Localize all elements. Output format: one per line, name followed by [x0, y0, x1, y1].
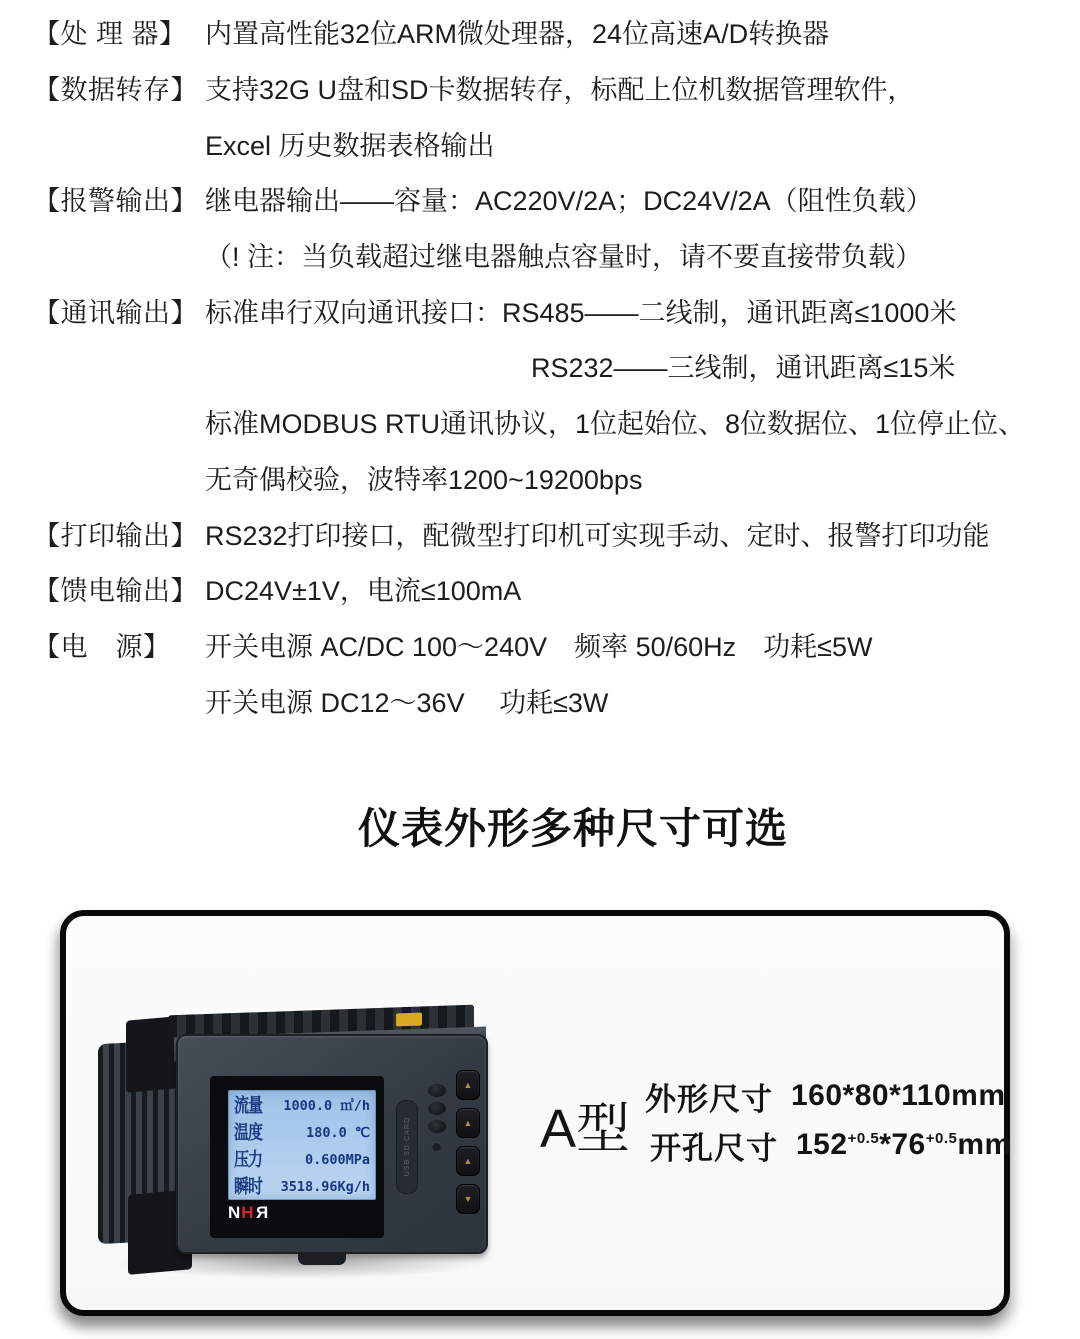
lcd-row	[234, 1094, 370, 1115]
lcd-display	[228, 1090, 376, 1200]
spec-row-text: 支持32G U盘和SD卡数据转存，标配上位机数据管理软件，	[205, 75, 915, 106]
hole-dim-row	[650, 1123, 1012, 1167]
spec-row	[33, 450, 1063, 506]
panel-button	[456, 1070, 480, 1100]
spec-row-text: 标准串行双向通讯接口：RS485——二线制，通讯距离≤1000米	[205, 297, 957, 328]
device-bottom-tab	[298, 1252, 346, 1265]
spec-row-text: RS232打印接口，配微型打印机可实现手动、定时、报警打印功能	[205, 520, 990, 551]
lcd-row-value: 180.0 ℃	[306, 1125, 370, 1141]
spec-row	[33, 561, 1063, 617]
spec-row-label: 【打印输出】	[33, 520, 198, 551]
lcd-row	[234, 1148, 370, 1169]
spec-row	[33, 617, 1063, 673]
lcd-row-value: 1000.0 ㎥/h	[283, 1098, 370, 1114]
spec-row-label: 【处 理 器】	[33, 19, 187, 50]
up-arrow-icon: ▲	[463, 1118, 473, 1128]
lcd-row-label: 流量	[234, 1095, 263, 1117]
lcd-row-label: 压力	[234, 1149, 263, 1171]
spec-row-label: 【报警输出】	[33, 186, 198, 217]
spec-row-text: 无奇偶校验，波特率1200~19200bps	[205, 464, 643, 495]
panel-button	[456, 1146, 480, 1176]
spec-row	[33, 394, 1063, 450]
lcd-row-label: 温度	[234, 1122, 263, 1144]
lcd-row-label: 瞬时	[234, 1176, 263, 1198]
spec-row	[33, 227, 1063, 283]
spec-row-label: 【电 源】	[33, 631, 171, 662]
mini-button	[428, 1102, 446, 1115]
mini-button	[428, 1084, 446, 1097]
spec-row-text: 开关电源 DC12～36V 功耗≤3W	[205, 687, 609, 718]
up-arrow-icon: ▲	[463, 1080, 473, 1090]
nhr-logo	[228, 1203, 268, 1223]
panel-button	[456, 1184, 480, 1214]
lcd-row-value: 3518.96Kg/h	[280, 1179, 370, 1195]
spec-row-label: 【馈电输出】	[33, 576, 198, 607]
outline-dim-value: 160*80*110mm	[791, 1079, 1006, 1112]
spec-row-text: DC24V±1V，电流≤100mA	[205, 576, 522, 607]
spec-row	[33, 115, 1063, 171]
spec-row-text: Excel 历史数据表格输出	[205, 130, 495, 161]
lcd-row-value: 0.600MPa	[304, 1152, 370, 1168]
spec-row-text: RS232——三线制，通讯距离≤15米	[531, 353, 956, 384]
spec-row-text: 内置高性能32位ARM微处理器，24位高速A/D转换器	[205, 19, 830, 50]
spec-row-text: 开关电源 AC/DC 100～240V 频率 50/60Hz 功耗≤5W	[205, 631, 873, 662]
outline-dim-row	[645, 1074, 1006, 1118]
panel-button-column	[456, 1070, 480, 1214]
spec-row-text: （! 注：当负载超过继电器触点容量时，请不要直接带负载）	[205, 242, 923, 273]
down-arrow-icon: ▼	[463, 1194, 473, 1204]
spec-row-text: 标准MODBUS RTU通讯协议，1位起始位、8位数据位、1位停止位、	[205, 409, 1026, 440]
hole-dim-value: $152^{+0.5}*76^{+0.5}mm$	[796, 1128, 1012, 1161]
hole-dim-label: 开孔尺寸	[650, 1130, 778, 1166]
outline-dim-label: 外形尺寸	[645, 1081, 773, 1117]
section-title: 仪表外形多种尺寸可选	[358, 805, 789, 852]
spec-row-label: 【通讯输出】	[33, 297, 198, 328]
device-warning-label	[396, 1013, 422, 1027]
spec-row	[33, 171, 1063, 227]
spec-row	[33, 4, 1063, 60]
up-arrow-icon: ▲	[463, 1156, 473, 1166]
spec-row	[33, 672, 1063, 728]
lcd-row	[234, 1121, 370, 1142]
spec-row	[33, 282, 1063, 338]
mini-button	[428, 1120, 446, 1133]
nhr-logo-letter: H	[241, 1203, 255, 1222]
nhr-logo-letter: R	[254, 1203, 268, 1222]
spec-list	[33, 4, 1063, 728]
spec-row	[33, 60, 1063, 116]
usb-sd-slot	[396, 1100, 418, 1194]
indicator-dot	[432, 1142, 441, 1151]
mini-button-group	[428, 1084, 446, 1133]
nhr-logo-letter: N	[228, 1203, 242, 1222]
model-type-label: A型	[540, 1099, 631, 1159]
spec-row-text: 继电器输出——容量：AC220V/2A；DC24V/2A（阻性负载）	[205, 186, 933, 217]
spec-row-label: 【数据转存】	[33, 75, 198, 106]
spec-row	[33, 505, 1063, 561]
lcd-row	[234, 1175, 370, 1196]
panel-button	[456, 1108, 480, 1138]
usb-sd-slot-label: USB SD-CARD	[403, 1117, 411, 1177]
spec-row	[33, 338, 1063, 394]
